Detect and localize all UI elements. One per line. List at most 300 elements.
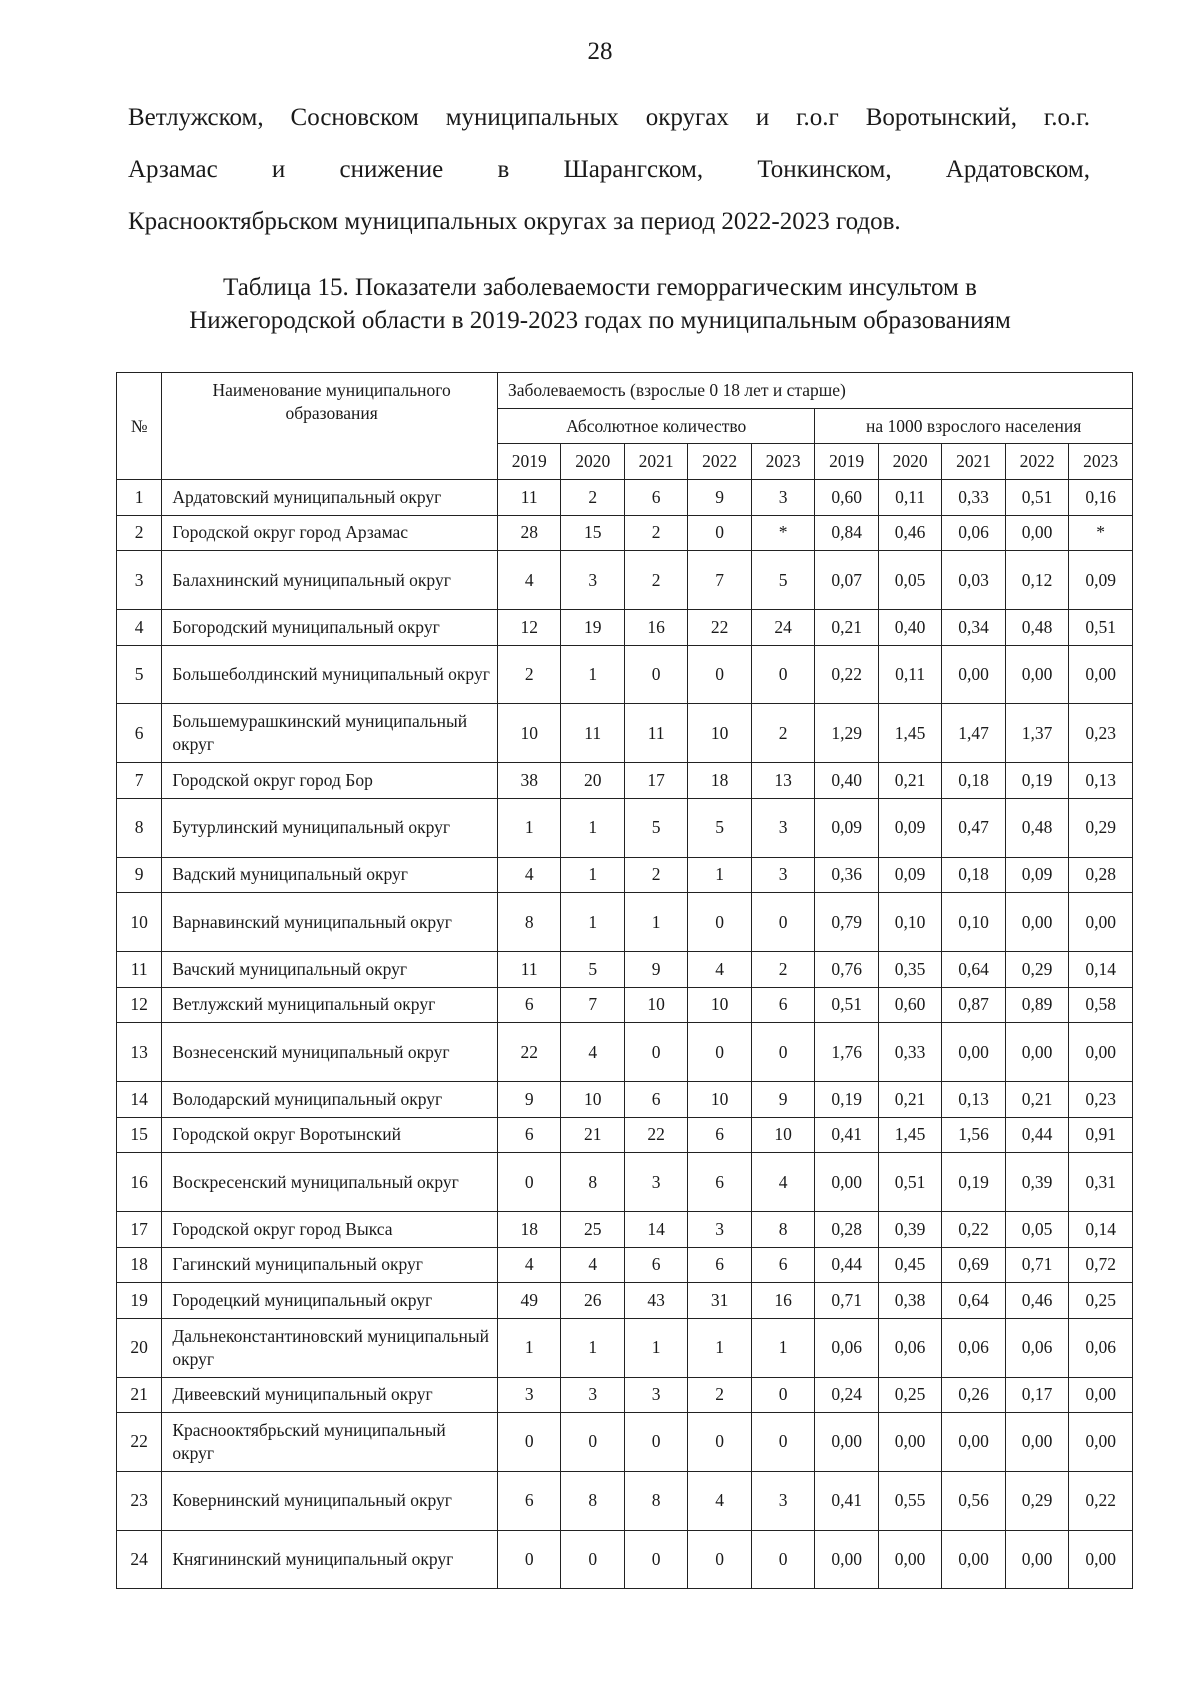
- table-row: [117, 893, 1133, 952]
- municipality-name: Вознесенский муниципальный округ: [162, 1023, 498, 1082]
- rate-value-cell: 0,38: [878, 1283, 941, 1319]
- absolute-value-cell: 6: [688, 1153, 751, 1212]
- rate-value-cell: 0,34: [942, 609, 1005, 645]
- absolute-value-cell: 0: [688, 1413, 751, 1472]
- absolute-value-cell: 2: [497, 645, 560, 704]
- absolute-value-cell: 22: [497, 1023, 560, 1082]
- row-number: 17: [117, 1211, 162, 1247]
- rate-value-cell: 0,40: [815, 763, 878, 799]
- rate-value-cell: 0,87: [942, 987, 1005, 1023]
- municipality-name: Городской округ город Бор: [162, 763, 498, 799]
- municipality-name: Гагинский муниципальный округ: [162, 1247, 498, 1283]
- municipality-name: Балахнинский муниципальный округ: [162, 551, 498, 610]
- rate-value-cell: 0,71: [815, 1283, 878, 1319]
- municipality-name: Богородский муниципальный округ: [162, 609, 498, 645]
- absolute-value-cell: 16: [751, 1283, 814, 1319]
- rate-value-cell: 0,23: [1069, 1081, 1133, 1117]
- rate-value-cell: *: [1069, 515, 1133, 551]
- absolute-value-cell: 20: [561, 763, 624, 799]
- absolute-value-cell: 8: [561, 1471, 624, 1530]
- rate-value-cell: 0,22: [815, 645, 878, 704]
- table-row: [117, 515, 1133, 551]
- absolute-value-cell: 21: [561, 1117, 624, 1153]
- absolute-value-cell: 3: [688, 1211, 751, 1247]
- rate-value-cell: 0,10: [878, 893, 941, 952]
- absolute-value-cell: 6: [688, 1247, 751, 1283]
- absolute-value-cell: 1: [688, 857, 751, 893]
- row-number: 19: [117, 1283, 162, 1319]
- rate-value-cell: 0,51: [815, 987, 878, 1023]
- municipality-name: Городецкий муниципальный округ: [162, 1283, 498, 1319]
- municipality-name: Володарский муниципальный округ: [162, 1081, 498, 1117]
- absolute-value-cell: 6: [751, 987, 814, 1023]
- rate-value-cell: 0,41: [815, 1117, 878, 1153]
- absolute-value-cell: 3: [624, 1377, 687, 1413]
- absolute-value-cell: 49: [497, 1283, 560, 1319]
- table-row: [117, 1283, 1133, 1319]
- table-row: [117, 1117, 1133, 1153]
- municipality-name: Большемурашкинский муниципальный округ: [162, 704, 498, 763]
- absolute-value-cell: 16: [624, 609, 687, 645]
- rate-value-cell: 0,09: [1069, 551, 1133, 610]
- rate-value-cell: 0,25: [878, 1377, 941, 1413]
- absolute-value-cell: 2: [624, 857, 687, 893]
- rate-value-cell: 0,00: [1069, 1023, 1133, 1082]
- municipality-name: Дивеевский муниципальный округ: [162, 1377, 498, 1413]
- rate-value-cell: 0,00: [1005, 1530, 1068, 1589]
- absolute-value-cell: 1: [624, 893, 687, 952]
- rate-value-cell: 1,47: [942, 704, 1005, 763]
- rate-value-cell: 0,05: [1005, 1211, 1068, 1247]
- year-header: 2019: [497, 444, 560, 480]
- table-row: [117, 1247, 1133, 1283]
- absolute-value-cell: 0: [688, 893, 751, 952]
- rate-value-cell: 0,28: [1069, 857, 1133, 893]
- absolute-value-cell: 4: [688, 951, 751, 987]
- absolute-value-cell: 0: [751, 1530, 814, 1589]
- rate-value-cell: 0,00: [815, 1413, 878, 1472]
- absolute-value-cell: 0: [497, 1153, 560, 1212]
- table-row: [117, 609, 1133, 645]
- column-header-absolute: Абсолютное количество: [497, 409, 814, 444]
- intro-line-3: Краснооктябрьском муниципальных округах за период 2022-2023 годов.: [128, 208, 901, 235]
- absolute-value-cell: 8: [497, 893, 560, 952]
- rate-value-cell: 0,11: [878, 645, 941, 704]
- row-number: 4: [117, 609, 162, 645]
- table-row: [117, 1081, 1133, 1117]
- rate-value-cell: 0,31: [1069, 1153, 1133, 1212]
- absolute-value-cell: 2: [751, 951, 814, 987]
- absolute-value-cell: 2: [688, 1377, 751, 1413]
- rate-value-cell: 0,22: [942, 1211, 1005, 1247]
- caption-line-1: Таблица 15. Показатели заболеваемости геморрагическим инсультом в: [223, 274, 977, 301]
- absolute-value-cell: 12: [497, 609, 560, 645]
- rate-value-cell: 0,25: [1069, 1283, 1133, 1319]
- absolute-value-cell: 4: [497, 1247, 560, 1283]
- rate-value-cell: 0,21: [815, 609, 878, 645]
- column-header-number: №: [117, 373, 162, 480]
- municipality-name: Варнавинский муниципальный округ: [162, 893, 498, 952]
- absolute-value-cell: 6: [688, 1117, 751, 1153]
- municipality-name: Большеболдинский муниципальный округ: [162, 645, 498, 704]
- absolute-value-cell: 18: [688, 763, 751, 799]
- rate-value-cell: 0,00: [942, 1413, 1005, 1472]
- rate-value-cell: 0,47: [942, 798, 1005, 857]
- rate-value-cell: 0,60: [815, 480, 878, 516]
- row-number: 12: [117, 987, 162, 1023]
- rate-value-cell: 0,05: [878, 551, 941, 610]
- municipality-name: Городской округ город Выкса: [162, 1211, 498, 1247]
- municipality-name: Городской округ Воротынский: [162, 1117, 498, 1153]
- rate-value-cell: 0,06: [878, 1318, 941, 1377]
- absolute-value-cell: 26: [561, 1283, 624, 1319]
- municipality-name: Ветлужский муниципальный округ: [162, 987, 498, 1023]
- rate-value-cell: 0,00: [1005, 1023, 1068, 1082]
- rate-value-cell: 0,00: [1069, 893, 1133, 952]
- table-row: [117, 1471, 1133, 1530]
- absolute-value-cell: 2: [751, 704, 814, 763]
- absolute-value-cell: 9: [688, 480, 751, 516]
- rate-value-cell: 0,06: [942, 515, 1005, 551]
- row-number: 24: [117, 1530, 162, 1589]
- rate-value-cell: 0,45: [878, 1247, 941, 1283]
- rate-value-cell: 0,22: [1069, 1471, 1133, 1530]
- rate-value-cell: 1,56: [942, 1117, 1005, 1153]
- rate-value-cell: 0,58: [1069, 987, 1133, 1023]
- row-number: 6: [117, 704, 162, 763]
- absolute-value-cell: 8: [624, 1471, 687, 1530]
- absolute-value-cell: 3: [497, 1377, 560, 1413]
- year-header: 2023: [1069, 444, 1133, 480]
- rate-value-cell: 0,00: [1069, 1377, 1133, 1413]
- absolute-value-cell: 4: [497, 551, 560, 610]
- table-row: [117, 857, 1133, 893]
- absolute-value-cell: 5: [751, 551, 814, 610]
- row-number: 10: [117, 893, 162, 952]
- absolute-value-cell: *: [751, 515, 814, 551]
- absolute-value-cell: 4: [561, 1023, 624, 1082]
- absolute-value-cell: 0: [497, 1530, 560, 1589]
- column-header-incidence: Заболеваемость (взрослые 0 18 лет и старше): [497, 373, 1132, 409]
- rate-value-cell: 0,19: [1005, 763, 1068, 799]
- absolute-value-cell: 28: [497, 515, 560, 551]
- absolute-value-cell: 1: [497, 1318, 560, 1377]
- row-number: 18: [117, 1247, 162, 1283]
- rate-value-cell: 0,36: [815, 857, 878, 893]
- absolute-value-cell: 19: [561, 609, 624, 645]
- rate-value-cell: 0,00: [815, 1153, 878, 1212]
- absolute-value-cell: 6: [624, 480, 687, 516]
- rate-value-cell: 0,51: [878, 1153, 941, 1212]
- rate-value-cell: 0,00: [942, 1530, 1005, 1589]
- absolute-value-cell: 38: [497, 763, 560, 799]
- table-row: [117, 551, 1133, 610]
- rate-value-cell: 0,16: [1069, 480, 1133, 516]
- absolute-value-cell: 5: [688, 798, 751, 857]
- absolute-value-cell: 11: [497, 480, 560, 516]
- absolute-value-cell: 22: [624, 1117, 687, 1153]
- municipality-name: Ковернинский муниципальный округ: [162, 1471, 498, 1530]
- rate-value-cell: 0,13: [942, 1081, 1005, 1117]
- rate-value-cell: 1,45: [878, 1117, 941, 1153]
- absolute-value-cell: 8: [561, 1153, 624, 1212]
- rate-value-cell: 0,72: [1069, 1247, 1133, 1283]
- row-number: 9: [117, 857, 162, 893]
- absolute-value-cell: 15: [561, 515, 624, 551]
- rate-value-cell: 0,09: [878, 798, 941, 857]
- rate-value-cell: 0,14: [1069, 951, 1133, 987]
- row-number: 5: [117, 645, 162, 704]
- table-row: [117, 763, 1133, 799]
- rate-value-cell: 0,55: [878, 1471, 941, 1530]
- absolute-value-cell: 9: [624, 951, 687, 987]
- rate-value-cell: 0,00: [815, 1530, 878, 1589]
- absolute-value-cell: 6: [497, 1117, 560, 1153]
- rate-value-cell: 0,09: [815, 798, 878, 857]
- table-row: [117, 1318, 1133, 1377]
- table-row: [117, 1377, 1133, 1413]
- municipality-name: Вачский муниципальный округ: [162, 951, 498, 987]
- absolute-value-cell: 0: [624, 1413, 687, 1472]
- rate-value-cell: 1,29: [815, 704, 878, 763]
- absolute-value-cell: 6: [751, 1247, 814, 1283]
- absolute-value-cell: 11: [561, 704, 624, 763]
- rate-value-cell: 0,51: [1069, 609, 1133, 645]
- municipality-name: Дальнеконстантиновский муниципальный округ: [162, 1318, 498, 1377]
- year-header: 2019: [815, 444, 878, 480]
- row-number: 7: [117, 763, 162, 799]
- absolute-value-cell: 3: [751, 857, 814, 893]
- rate-value-cell: 0,09: [878, 857, 941, 893]
- rate-value-cell: 0,00: [1005, 515, 1068, 551]
- absolute-value-cell: 9: [497, 1081, 560, 1117]
- rate-value-cell: 0,00: [1005, 645, 1068, 704]
- absolute-value-cell: 0: [688, 1023, 751, 1082]
- rate-value-cell: 0,09: [1005, 857, 1068, 893]
- absolute-value-cell: 1: [561, 645, 624, 704]
- rate-value-cell: 0,21: [878, 763, 941, 799]
- rate-value-cell: 0,18: [942, 857, 1005, 893]
- column-header-name: Наименование муниципального образования: [162, 373, 498, 480]
- rate-value-cell: 0,06: [942, 1318, 1005, 1377]
- rate-value-cell: 0,26: [942, 1377, 1005, 1413]
- absolute-value-cell: 6: [497, 987, 560, 1023]
- absolute-value-cell: 4: [688, 1471, 751, 1530]
- row-number: 15: [117, 1117, 162, 1153]
- rate-value-cell: 0,21: [1005, 1081, 1068, 1117]
- rate-value-cell: 0,06: [1069, 1318, 1133, 1377]
- absolute-value-cell: 7: [561, 987, 624, 1023]
- absolute-value-cell: 1: [751, 1318, 814, 1377]
- absolute-value-cell: 0: [624, 1530, 687, 1589]
- incidence-table: [116, 372, 1133, 1589]
- rate-value-cell: 0,21: [878, 1081, 941, 1117]
- rate-value-cell: 0,64: [942, 951, 1005, 987]
- table-row: [117, 1530, 1133, 1589]
- table-row: [117, 1153, 1133, 1212]
- municipality-name: Княгининский муниципальный округ: [162, 1530, 498, 1589]
- absolute-value-cell: 3: [751, 1471, 814, 1530]
- rate-value-cell: 0,06: [1005, 1318, 1068, 1377]
- absolute-value-cell: 4: [751, 1153, 814, 1212]
- rate-value-cell: 0,00: [1069, 645, 1133, 704]
- table-row: [117, 1413, 1133, 1472]
- table-row: [117, 987, 1133, 1023]
- rate-value-cell: 0,00: [942, 645, 1005, 704]
- absolute-value-cell: 11: [624, 704, 687, 763]
- absolute-value-cell: 0: [688, 645, 751, 704]
- year-header: 2021: [942, 444, 1005, 480]
- absolute-value-cell: 1: [561, 857, 624, 893]
- rate-value-cell: 0,79: [815, 893, 878, 952]
- rate-value-cell: 0,44: [1005, 1117, 1068, 1153]
- table-row: [117, 798, 1133, 857]
- absolute-value-cell: 6: [624, 1247, 687, 1283]
- absolute-value-cell: 25: [561, 1211, 624, 1247]
- absolute-value-cell: 14: [624, 1211, 687, 1247]
- rate-value-cell: 0,12: [1005, 551, 1068, 610]
- absolute-value-cell: 10: [497, 704, 560, 763]
- rate-value-cell: 0,14: [1069, 1211, 1133, 1247]
- absolute-value-cell: 9: [751, 1081, 814, 1117]
- absolute-value-cell: 0: [624, 645, 687, 704]
- rate-value-cell: 0,19: [815, 1081, 878, 1117]
- table-row: [117, 1023, 1133, 1082]
- row-number: 23: [117, 1471, 162, 1530]
- rate-value-cell: 0,00: [878, 1413, 941, 1472]
- row-number: 8: [117, 798, 162, 857]
- absolute-value-cell: 22: [688, 609, 751, 645]
- rate-value-cell: 0,48: [1005, 798, 1068, 857]
- absolute-value-cell: 0: [751, 1377, 814, 1413]
- absolute-value-cell: 11: [497, 951, 560, 987]
- absolute-value-cell: 31: [688, 1283, 751, 1319]
- caption-line-2: Нижегородской области в 2019-2023 годах по муниципальным образованиям: [189, 307, 1011, 334]
- rate-value-cell: 1,45: [878, 704, 941, 763]
- rate-value-cell: 0,39: [1005, 1153, 1068, 1212]
- rate-value-cell: 0,23: [1069, 704, 1133, 763]
- absolute-value-cell: 7: [688, 551, 751, 610]
- rate-value-cell: 1,76: [815, 1023, 878, 1082]
- absolute-value-cell: 4: [497, 857, 560, 893]
- absolute-value-cell: 6: [497, 1471, 560, 1530]
- rate-value-cell: 0,69: [942, 1247, 1005, 1283]
- rate-value-cell: 0,46: [878, 515, 941, 551]
- table-row: [117, 704, 1133, 763]
- row-number: 3: [117, 551, 162, 610]
- rate-value-cell: 0,39: [878, 1211, 941, 1247]
- rate-value-cell: 0,29: [1005, 951, 1068, 987]
- page-number: 28: [587, 38, 613, 65]
- rate-value-cell: 0,64: [942, 1283, 1005, 1319]
- rate-value-cell: 0,13: [1069, 763, 1133, 799]
- municipality-name: Воскресенский муниципальный округ: [162, 1153, 498, 1212]
- rate-value-cell: 0,33: [942, 480, 1005, 516]
- table-row: [117, 645, 1133, 704]
- absolute-value-cell: 0: [751, 645, 814, 704]
- absolute-value-cell: 0: [751, 893, 814, 952]
- absolute-value-cell: 3: [751, 480, 814, 516]
- absolute-value-cell: 4: [561, 1247, 624, 1283]
- absolute-value-cell: 0: [624, 1023, 687, 1082]
- rate-value-cell: 0,44: [815, 1247, 878, 1283]
- absolute-value-cell: 10: [624, 987, 687, 1023]
- absolute-value-cell: 13: [751, 763, 814, 799]
- absolute-value-cell: 17: [624, 763, 687, 799]
- rate-value-cell: 0,71: [1005, 1247, 1068, 1283]
- row-number: 16: [117, 1153, 162, 1212]
- absolute-value-cell: 10: [751, 1117, 814, 1153]
- absolute-value-cell: 0: [561, 1413, 624, 1472]
- rate-value-cell: 0,07: [815, 551, 878, 610]
- rate-value-cell: 0,29: [1069, 798, 1133, 857]
- rate-value-cell: 0,40: [878, 609, 941, 645]
- rate-value-cell: 0,51: [1005, 480, 1068, 516]
- absolute-value-cell: 3: [751, 798, 814, 857]
- rate-value-cell: 0,46: [1005, 1283, 1068, 1319]
- rate-value-cell: 0,18: [942, 763, 1005, 799]
- rate-value-cell: 0,19: [942, 1153, 1005, 1212]
- absolute-value-cell: 10: [688, 704, 751, 763]
- year-header: 2022: [1005, 444, 1068, 480]
- absolute-value-cell: 18: [497, 1211, 560, 1247]
- absolute-value-cell: 24: [751, 609, 814, 645]
- row-number: 21: [117, 1377, 162, 1413]
- absolute-value-cell: 1: [561, 893, 624, 952]
- absolute-value-cell: 0: [751, 1023, 814, 1082]
- column-header-rate: на 1000 взрослого населения: [815, 409, 1133, 444]
- rate-value-cell: 0,41: [815, 1471, 878, 1530]
- rate-value-cell: 0,91: [1069, 1117, 1133, 1153]
- rate-value-cell: 0,00: [878, 1530, 941, 1589]
- absolute-value-cell: 10: [688, 987, 751, 1023]
- absolute-value-cell: 1: [561, 1318, 624, 1377]
- absolute-value-cell: 8: [751, 1211, 814, 1247]
- absolute-value-cell: 5: [561, 951, 624, 987]
- intro-line-1: Ветлужском, Сосновском муниципальных округах и г.о.г Воротынский, г.о.г.: [128, 104, 1090, 131]
- rate-value-cell: 0,89: [1005, 987, 1068, 1023]
- absolute-value-cell: 1: [624, 1318, 687, 1377]
- rate-value-cell: 0,33: [878, 1023, 941, 1082]
- absolute-value-cell: 10: [688, 1081, 751, 1117]
- absolute-value-cell: 5: [624, 798, 687, 857]
- municipality-name: Вадский муниципальный округ: [162, 857, 498, 893]
- absolute-value-cell: 3: [624, 1153, 687, 1212]
- absolute-value-cell: 1: [561, 798, 624, 857]
- rate-value-cell: 0,29: [1005, 1471, 1068, 1530]
- row-number: 20: [117, 1318, 162, 1377]
- absolute-value-cell: 0: [688, 1530, 751, 1589]
- municipality-name: Бутурлинский муниципальный округ: [162, 798, 498, 857]
- rate-value-cell: 0,35: [878, 951, 941, 987]
- rate-value-cell: 0,84: [815, 515, 878, 551]
- rate-value-cell: 0,00: [942, 1023, 1005, 1082]
- absolute-value-cell: 2: [561, 480, 624, 516]
- year-header: 2021: [624, 444, 687, 480]
- rate-value-cell: 0,10: [942, 893, 1005, 952]
- rate-value-cell: 1,37: [1005, 704, 1068, 763]
- rate-value-cell: 0,03: [942, 551, 1005, 610]
- rate-value-cell: 0,60: [878, 987, 941, 1023]
- municipality-name: Городской округ город Арзамас: [162, 515, 498, 551]
- rate-value-cell: 0,06: [815, 1318, 878, 1377]
- rate-value-cell: 0,00: [1005, 1413, 1068, 1472]
- absolute-value-cell: 3: [561, 551, 624, 610]
- intro-line-2: Арзамас и снижение в Шарангском, Тонкинском, Ардатовском,: [128, 156, 1090, 183]
- year-header: 2023: [751, 444, 814, 480]
- row-number: 22: [117, 1413, 162, 1472]
- rate-value-cell: 0,00: [1005, 893, 1068, 952]
